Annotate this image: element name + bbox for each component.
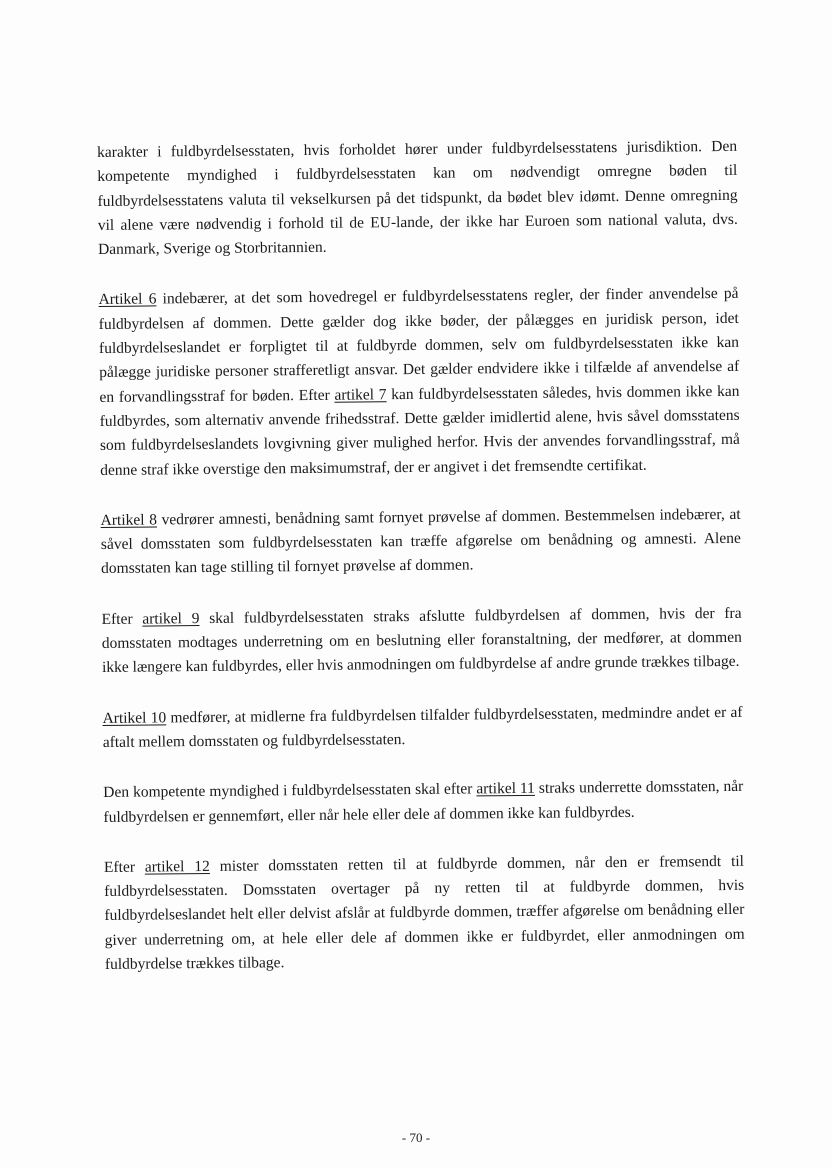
paragraph-p4 <box>101 602 742 681</box>
paragraph-text: vedrører amnesti, benådning samt fornyet prøvelse af dommen. Bestemmelsen indebærer, at såvel domsstaten som fuldbyrdelsesstaten kan træffe afgørelse om benådning og amnesti. Alene domsstaten kan tage stilling til fornyet prøvelse af dommen. <box>100 505 741 578</box>
document-body <box>97 135 745 1003</box>
paragraph-text: karakter i fuldbyrdelsesstaten, hvis forholdet hører under fuldbyrdelsesstatens jurisdiktion. Den kompetente myndighed i fuldbyrdelsesstaten kan om nødvendigt omregne bøden til fuldbyrdelsesstatens valuta til vekselkursen på det tidspunkt, da bødet blev idømt. Denne omregning vil alene være nødvendig i forhold til de EU-lande, der ikke har Euroen som national valuta, dvs. Danmark, Sverige og Storbritannien. <box>97 137 738 259</box>
paragraph-text: Efter <box>101 610 143 628</box>
paragraph-p3 <box>101 503 742 582</box>
paragraph-text: Den kompetente myndighed i fuldbyrdelsesstaten skal efter <box>103 780 477 802</box>
article-reference-link[interactable]: artikel 12 <box>144 857 210 876</box>
paragraph-text: skal fuldbyrdelsesstaten straks afslutte fuldbyrdelsen af dommen, hvis der fra domsstaten modtages underretning om en beslutning eller foranstaltning, der medfører, at dommen ikke længere kan fuldbyrdes, eller hvis anmodningen om fuldbyrdelse af andre grunde trækkes tilbage. <box>101 604 742 677</box>
paragraph-p7 <box>104 850 745 978</box>
page-number: - 70 - <box>401 1130 431 1145</box>
article-reference-link[interactable]: artikel 9 <box>142 609 200 628</box>
article-reference-link[interactable]: Artikel 10 <box>102 709 167 727</box>
paragraph-text: mister domsstaten retten til at fuldbyrde dommen, når den er fremsendt til fuldbyrdelsesstaten. Domsstaten overtager på ny retten til at fuldbyrde dommen, hvis fuldbyrdelseslandet helt eller delvist afslår at fuldbyrde dommen, træffer afgørelse om benådning eller giver underretning om, at hele eller dele af dommen ikke er fuldbyrdet, eller anmodningen om fuldbyrdelse trækkes tilbage. <box>104 852 745 973</box>
paragraph-p2 <box>98 282 740 483</box>
article-reference-link[interactable]: Artikel 8 <box>100 511 158 529</box>
paragraph-text: straks underrette domsstaten, når fuldbyrdelsen er gennemført, eller når hele eller dele af dommen ikke kan fuldbyrdes. <box>103 778 744 826</box>
paragraph-p1 <box>97 135 738 263</box>
paragraph-p5 <box>102 700 742 755</box>
paragraph-text: medfører, at midlerne fra fuldbyrdelsen tilfalder fuldbyrdelsesstaten, medmindre andet er af aftalt mellem domsstaten og fuldbyrdelsesstaten. <box>102 703 743 751</box>
paragraph-text: kan fuldbyrdelsesstaten således, hvis dommen ikke kan fuldbyrdes, som alternativ anvende frihedsstraf. Dette gælder imidlertid alene, hvis såvel domsstatens som fuldbyrdelseslandets lovgivning giver mulighed herfor. Hvis der anvendes forvandlingsstraf, må denne straf ikke overstige den maksimumstraf, der er angivet i det fremsendte certifikat. <box>99 382 740 479</box>
paragraph-p6 <box>103 775 743 830</box>
paragraph-text: indebærer, at det som hovedregel er fuldbyrdelsesstatens regler, der finder anvendelse på fuldbyrdelsen af dommen. Dette gælder dog ikke bøder, der pålægges en juridisk person, idet fuldbyrdelseslandet er forpligtet til at fuldbyrde dommen, selv om fuldbyrdelsesstaten ikke kan pålægge juridiske personer strafferetligt ansvar. Det gælder endvidere ikke i tilfælde af anvendelse af en forvandlingsstraf for bøden. Efter <box>98 285 740 406</box>
paragraph-text: Efter <box>103 858 145 876</box>
article-reference-link[interactable]: artikel 7 <box>334 385 387 404</box>
article-reference-link[interactable]: Artikel 6 <box>98 290 157 309</box>
article-reference-link[interactable]: artikel 11 <box>476 780 535 798</box>
